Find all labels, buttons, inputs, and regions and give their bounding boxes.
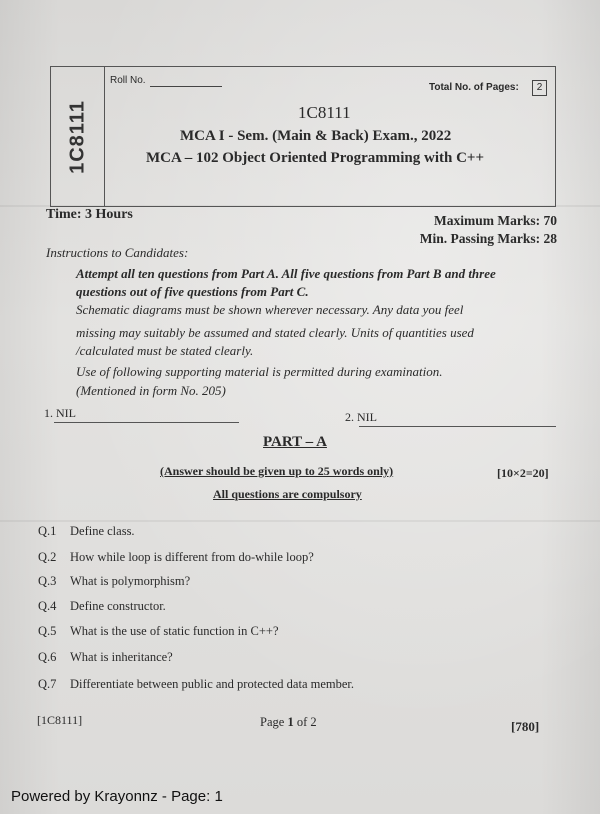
footer-paper-code: [1C8111] xyxy=(37,713,83,727)
question-text: What is inheritance? xyxy=(70,650,173,664)
roll-no-label: Roll No. xyxy=(110,75,146,86)
instruction-line: Attempt all ten questions from Part A. All five questions from Part B and three xyxy=(76,266,496,281)
question-number: Q.5 xyxy=(38,624,57,638)
part-a-title: PART – A xyxy=(263,434,327,450)
side-code-panel xyxy=(51,67,105,206)
paper-fold xyxy=(0,520,600,522)
instruction-line: Use of following supporting material is permitted during examination. xyxy=(76,364,443,379)
question-item xyxy=(38,677,354,692)
instruction-line: missing may suitably be assumed and stated clearly. Units of quantities used xyxy=(76,325,474,340)
question-item xyxy=(38,550,314,565)
min-passing-marks: Min. Passing Marks: 28 xyxy=(419,231,557,246)
instruction-line: /calculated must be stated clearly. xyxy=(76,343,254,358)
question-text: Define class. xyxy=(70,524,135,538)
question-number: Q.3 xyxy=(38,574,57,588)
material-item-2: 2. NIL xyxy=(345,410,377,424)
footer-serial: [780] xyxy=(511,719,540,734)
page-suffix: of 2 xyxy=(293,715,317,729)
question-item xyxy=(38,524,135,539)
question-text: What is the use of static function in C++? xyxy=(70,624,279,638)
total-pages-box: 2 xyxy=(532,80,547,96)
question-number: Q.6 xyxy=(38,650,57,664)
page-current: 1 xyxy=(287,715,294,729)
question-text: Define constructor. xyxy=(70,599,166,613)
roll-no-line xyxy=(150,86,222,87)
watermark-text: Powered by Krayonnz - Page: 1 xyxy=(11,788,223,805)
time-label: Time: 3 Hours xyxy=(46,207,133,222)
question-item xyxy=(38,624,279,639)
question-item xyxy=(38,574,190,589)
question-number: Q.1 xyxy=(38,524,57,538)
page-prefix: Page xyxy=(260,715,288,729)
footer-page-number xyxy=(260,715,317,730)
side-paper-code: 1C8111 xyxy=(66,99,88,174)
instruction-line: Schematic diagrams must be shown wherever necessary. Any data you feel xyxy=(76,302,464,317)
paper-code: 1C8111 xyxy=(298,103,351,122)
part-a-subtitle: (Answer should be given up to 25 words only) xyxy=(160,464,394,478)
instruction-line: questions out of five questions from Part C. xyxy=(76,284,309,299)
question-item xyxy=(38,599,166,614)
question-number: Q.4 xyxy=(38,599,57,613)
subject-title: MCA – 102 Object Oriented Programming with C++ xyxy=(146,150,485,166)
material-line-1 xyxy=(54,422,239,423)
question-number: Q.2 xyxy=(38,550,57,564)
question-text: What is polymorphism? xyxy=(70,574,191,588)
material-item-1: 1. NIL xyxy=(44,406,76,420)
question-text: How while loop is different from do-while loop? xyxy=(70,550,314,564)
exam-title: MCA I - Sem. (Main & Back) Exam., 2022 xyxy=(180,128,452,144)
material-line-2 xyxy=(359,426,556,427)
instruction-line: (Mentioned in form No. 205) xyxy=(76,383,226,398)
question-item xyxy=(38,650,173,665)
total-pages-label: Total No. of Pages: xyxy=(429,82,519,93)
part-a-marks: [10×2=20] xyxy=(497,466,549,480)
question-text: Differentiate between public and protected data member. xyxy=(70,677,355,691)
instructions-heading: Instructions to Candidates: xyxy=(46,245,189,260)
compulsory-note: All questions are compulsory xyxy=(213,487,362,501)
question-number: Q.7 xyxy=(38,677,57,691)
max-marks: Maximum Marks: 70 xyxy=(434,213,557,228)
